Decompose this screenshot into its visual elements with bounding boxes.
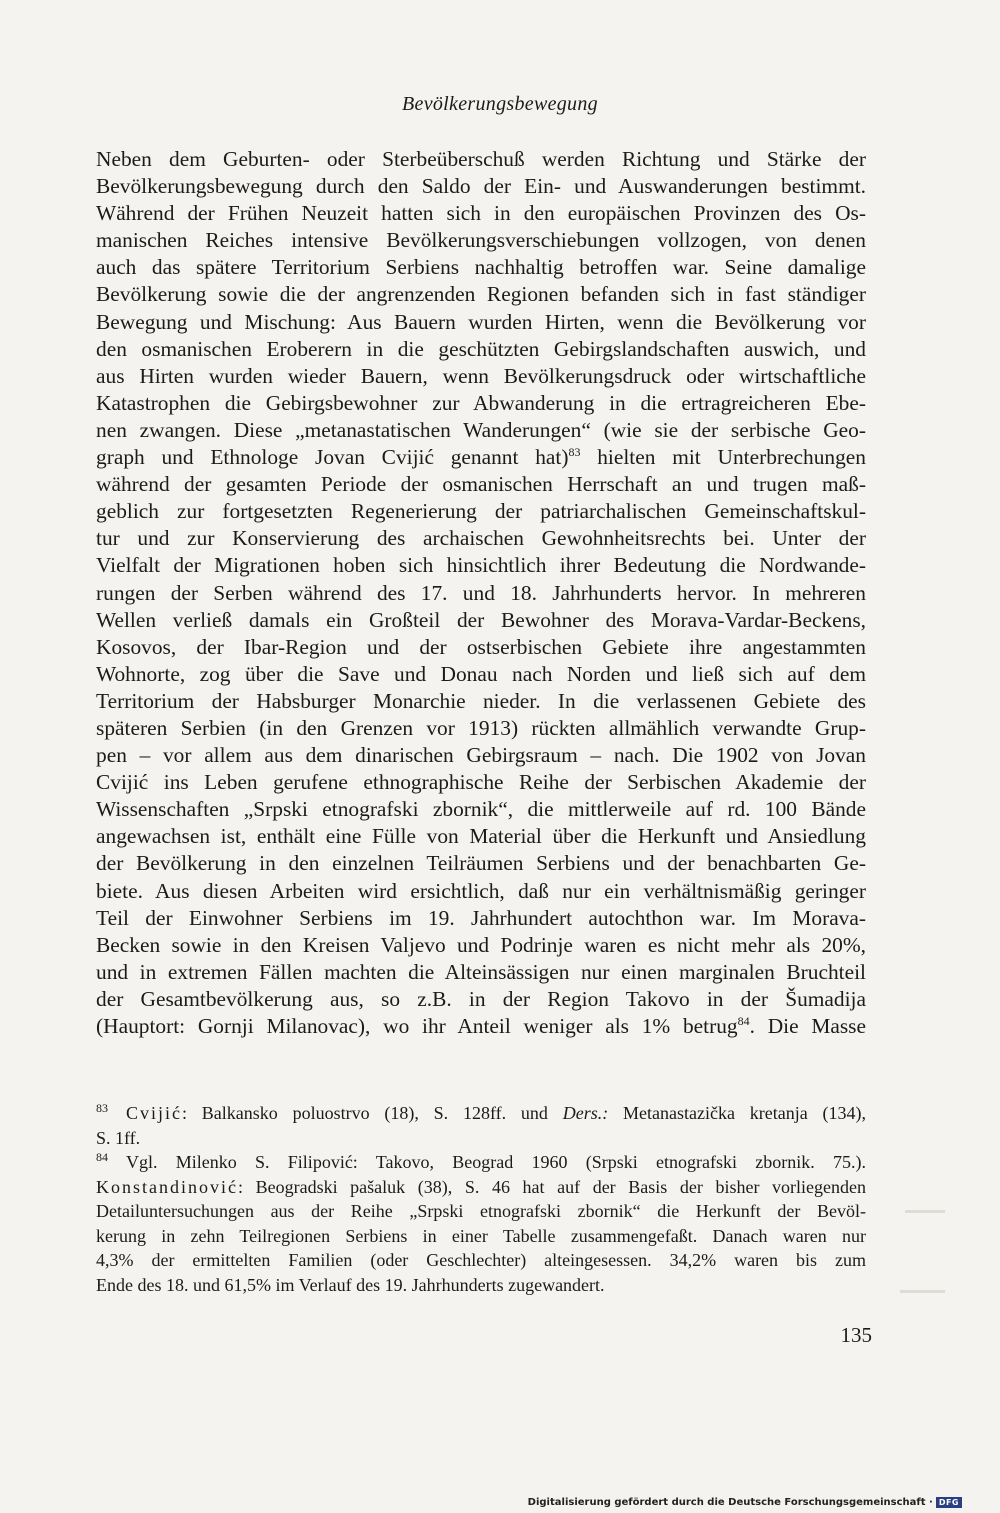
body-line: pen – vor allem aus dem dinarischen Gebirgsraum – nach. Die 1902 von Jovan bbox=[96, 743, 866, 768]
body-line: während der gesamten Periode der osmanischen Herrschaft an und trugen maß- bbox=[96, 472, 866, 497]
body-line-text: . Die Masse bbox=[749, 1014, 866, 1038]
body-line: geblich zur fortgesetzten Regenerierung der patriarchalischen Gemeinschaftskul- bbox=[96, 499, 866, 524]
body-line: tur und zur Konservierung des archaischen Gewohnheitsrechts bei. Unter der bbox=[96, 526, 866, 551]
body-line: Wellen verließ damals ein Großteil der Bewohner des Morava-Vardar-Beckens, bbox=[96, 607, 866, 632]
body-line: Vielfalt der Migrationen hoben sich hinsichtlich ihrer Bedeutung die Nordwande- bbox=[96, 553, 866, 578]
footnote-84-line: Detailuntersuchungen aus der Reihe „Srpski etnografski zbornik“ die Herkunft der Bevöl- bbox=[96, 1201, 866, 1221]
footnote-84-line: 4,3% der ermittelten Familien (oder Geschlechter) alteingesessen. 34,2% waren bis zum bbox=[96, 1250, 866, 1270]
body-line-text: hielten mit Unterbrechungen bbox=[580, 445, 866, 470]
body-line: der Bevölkerung in den einzelnen Teilräumen Serbiens und der benachbarten Ge- bbox=[96, 851, 866, 876]
body-line-with-ref bbox=[96, 444, 866, 471]
body-line: rungen der Serben während des 17. und 18. Jahrhunderts hervor. In mehreren bbox=[96, 580, 866, 605]
footnote-84-line bbox=[96, 1175, 866, 1200]
page-number: 135 bbox=[840, 1323, 872, 1347]
body-line: Neben dem Geburten- oder Sterbeüberschuß werden Richtung und Stärke der bbox=[96, 147, 866, 171]
digitization-credit bbox=[528, 1497, 962, 1508]
scan-artifact bbox=[900, 1290, 945, 1293]
footnote-84-line: kerung in zehn Teilregionen Serbiens in einer Tabelle zusammengefaßt. Danach waren nur bbox=[96, 1225, 866, 1246]
footnote-83-line: 83 Cvijić: Balkansko poluostrvo (18), S. 128ff. und Ders.: Metanastazička kretanja (134), bbox=[96, 1101, 867, 1123]
body-line: Territorium der Habsburger Monarchie nieder. In die verlassenen Gebiete des bbox=[96, 688, 866, 713]
body-line: Bevölkerung sowie die der angrenzenden Regionen befanden sich in fast ständiger bbox=[96, 282, 866, 307]
footnotes bbox=[96, 1101, 866, 1297]
footnote-83-line: S. 1ff. bbox=[96, 1127, 141, 1148]
body-line: und in extremen Fällen machten die Alteinsässigen nur einen marginalen Bruchteil bbox=[96, 959, 866, 984]
body-line: angewachsen ist, enthält eine Fülle von Material über die Herkunft und Ansiedlung bbox=[96, 824, 866, 849]
body-line-text: (Hauptort: Gornji Milanovac), wo ihr Anteil weniger als 1% betrug bbox=[96, 1014, 738, 1038]
footnote-84-line: 84 Vgl. Milenko S. Filipović: Takovo, Beograd 1960 (Srpski etnografski zbornik. 75.). bbox=[96, 1150, 866, 1172]
body-line: Teil der Einwohner Serbiens im 19. Jahrhundert autochthon war. Im Morava- bbox=[96, 905, 866, 930]
body-line: manischen Reiches intensive Bevölkerungsverschiebungen vollzogen, von denen bbox=[96, 228, 866, 253]
footnote-author: Konstandinović bbox=[96, 1176, 238, 1197]
body-line-with-ref bbox=[96, 1013, 866, 1040]
body-line: Katastrophen die Gebirgsbewohner zur Abwanderung in die ertragreicheren Ebe- bbox=[96, 390, 866, 415]
body-line: Während der Frühen Neuzeit hatten sich in den europäischen Provinzen des Os- bbox=[96, 201, 866, 226]
body-line: Wohnorte, zog über die Save und Donau nach Norden und ließ sich auf dem bbox=[96, 661, 866, 686]
body-text bbox=[96, 146, 866, 1040]
body-line: Becken sowie in den Kreisen Valjevo und Podrinje waren es nicht mehr als 20%, bbox=[96, 932, 866, 957]
footnote-ref-83: 83 bbox=[568, 444, 581, 459]
body-line: späteren Serbien (in den Grenzen vor 1913) rückten allmählich verwandte Grup- bbox=[96, 715, 866, 740]
footnote-text: : Balkansko poluostrvo (18), S. 128ff. und bbox=[182, 1103, 563, 1123]
footnote-text: Metanastazička kretanja (134), bbox=[608, 1103, 867, 1123]
body-line: nen zwangen. Diese „metanastatischen Wanderungen“ (wie sie der serbische Geo- bbox=[96, 417, 866, 442]
body-line: auch das spätere Territorium Serbiens nachhaltig betroffen war. Seine damalige bbox=[96, 255, 866, 280]
body-line-text: graph und Ethnologe Jovan Cvijić genannt hat) bbox=[96, 445, 569, 470]
body-line: Kosovos, der Ibar-Region und der ostserbischen Gebiete ihre angestammten bbox=[96, 634, 866, 659]
body-line: Cvijić ins Leben gerufene ethnographische Reihe der Serbischen Akademie der bbox=[96, 770, 866, 795]
body-line: biete. Aus diesen Arbeiten wird ersichtlich, daß nur ein verhältnismäßig geringer bbox=[96, 878, 866, 903]
footnote-text: Vgl. Milenko S. Filipović: Takovo, Beograd 1960 (Srpski etnografski zbornik. 75.). bbox=[126, 1152, 866, 1172]
credit-text: Digitalisierung gefördert durch die Deutsche Forschungsgemeinschaft · bbox=[527, 1497, 933, 1508]
body-line: Bewegung und Mischung: Aus Bauern wurden Hirten, wenn die Bevölkerung vor bbox=[96, 309, 866, 334]
footnote-84-line: Ende des 18. und 61,5% im Verlauf des 19. Jahrhunderts zugewandert. bbox=[96, 1274, 605, 1295]
scan-artifact bbox=[905, 1210, 945, 1213]
footnote-text: : Beogradski pašaluk (38), S. 46 hat auf der Basis der bisher vorliegenden bbox=[238, 1176, 866, 1197]
running-head: Bevölkerungsbewegung bbox=[402, 93, 598, 115]
footnote-ref-84: 84 bbox=[737, 1013, 750, 1028]
body-line: der Gesamtbevölkerung aus, so z.B. in der Region Takovo in der Šumadija bbox=[96, 986, 866, 1011]
footnote-ders: Ders.: bbox=[562, 1103, 609, 1123]
body-line: Bevölkerungsbewegung durch den Saldo der Ein- und Auswanderungen bestimmt. bbox=[96, 174, 866, 199]
body-line: aus Hirten wurden wieder Bauern, wenn Bevölkerungsdruck oder wirtschaftliche bbox=[96, 363, 866, 388]
dfg-logo-icon: DFG bbox=[936, 1497, 962, 1508]
footnote-author: Cvijić bbox=[126, 1103, 182, 1123]
body-line: den osmanischen Eroberern in die geschützten Gebirgslandschaften auswich, und bbox=[96, 336, 866, 361]
body-line: Wissenschaften „Srpski etnografski zbornik“, die mittlerweile auf rd. 100 Bände bbox=[96, 797, 866, 822]
